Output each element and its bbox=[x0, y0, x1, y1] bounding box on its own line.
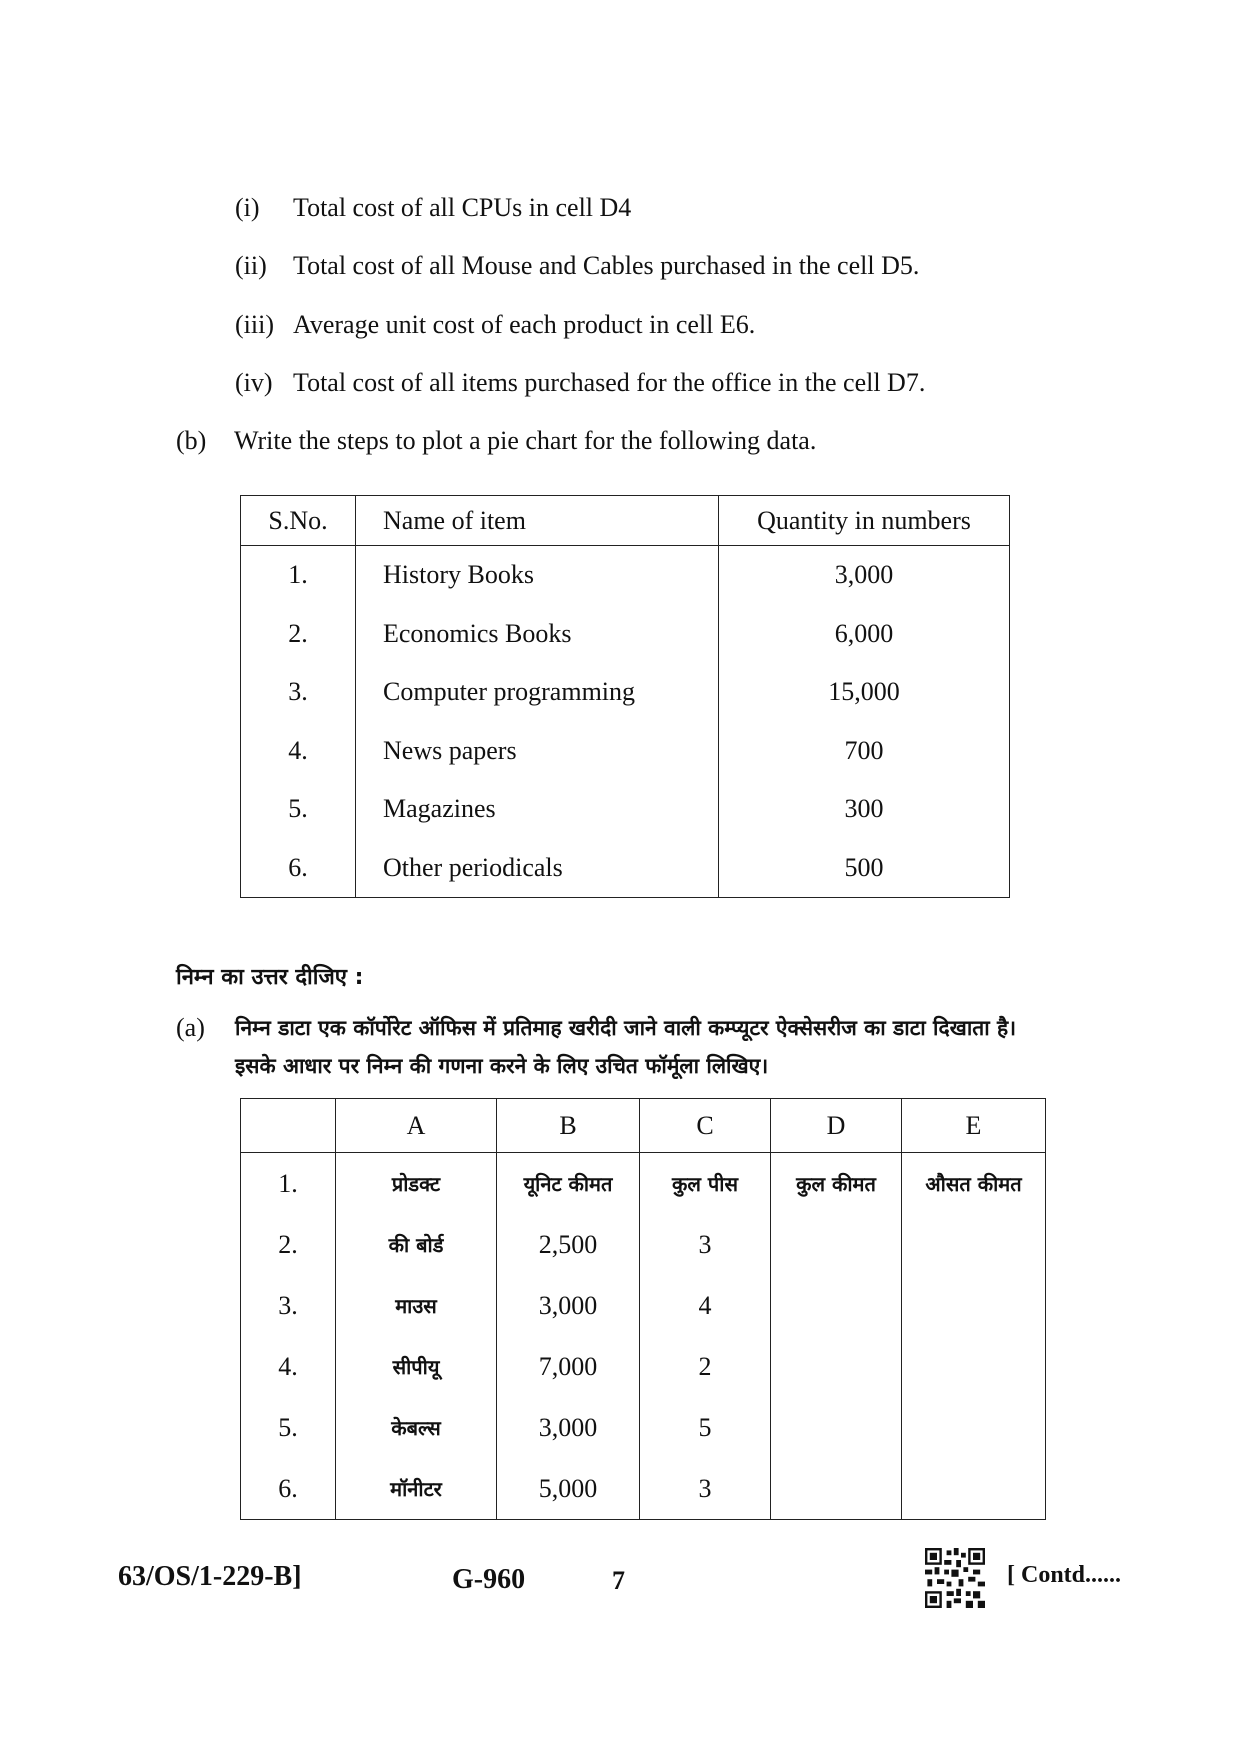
cell-e bbox=[902, 1214, 1046, 1275]
cell-name: Computer programming bbox=[356, 663, 719, 722]
part-b-label: (b) bbox=[176, 426, 207, 455]
cell-sno: 3. bbox=[241, 663, 356, 722]
header-col-e: E bbox=[902, 1099, 1046, 1153]
cell-b: यूनिट कीमत bbox=[497, 1153, 640, 1215]
table-header-row bbox=[241, 496, 1010, 546]
cell-quantity: 6,000 bbox=[719, 605, 1010, 664]
cell-quantity: 3,000 bbox=[719, 546, 1010, 605]
cell-a: माउस bbox=[336, 1275, 497, 1336]
cell-a: सीपीयू bbox=[336, 1336, 497, 1397]
hindi-heading: निम्न का उत्तर दीजिए : bbox=[176, 965, 364, 990]
cell-b: 5,000 bbox=[497, 1458, 640, 1520]
header-rownum bbox=[241, 1099, 336, 1153]
item-iv bbox=[235, 368, 925, 398]
item-text: Average unit cost of each product in cell E6. bbox=[293, 310, 756, 339]
item-text: Total cost of all CPUs in cell D4 bbox=[293, 193, 632, 222]
cell-name: Magazines bbox=[356, 780, 719, 839]
cell-a: की बोर्ड bbox=[336, 1214, 497, 1275]
header-name: Name of item bbox=[356, 496, 719, 546]
cell-a: प्रोडक्ट bbox=[336, 1153, 497, 1215]
cell-rownum: 1. bbox=[241, 1153, 336, 1215]
item-ii bbox=[235, 251, 919, 281]
table-row bbox=[241, 780, 1010, 839]
items-quantity-table bbox=[240, 495, 1010, 898]
cell-e bbox=[902, 1458, 1046, 1520]
item-text: Total cost of all items purchased for the office in the cell D7. bbox=[293, 368, 926, 397]
hindi-part-a-line2: इसके आधार पर निम्न की गणना करने के लिए उचित फॉर्मूला लिखिए। bbox=[235, 1054, 769, 1078]
cell-d bbox=[771, 1458, 902, 1520]
cell-d bbox=[771, 1214, 902, 1275]
header-sno: S.No. bbox=[241, 496, 356, 546]
cell-name: News papers bbox=[356, 722, 719, 781]
cell-d bbox=[771, 1275, 902, 1336]
table-row bbox=[241, 839, 1010, 898]
cell-c: 5 bbox=[640, 1397, 771, 1458]
cell-rownum: 5. bbox=[241, 1397, 336, 1458]
part-b-text: Write the steps to plot a pie chart for the following data. bbox=[234, 426, 817, 455]
accessories-spreadsheet-table bbox=[240, 1098, 1046, 1520]
header-quantity: Quantity in numbers bbox=[719, 496, 1010, 546]
hindi-part-a-label: (a) bbox=[176, 1013, 205, 1042]
table-row bbox=[241, 605, 1010, 664]
cell-c: 3 bbox=[640, 1214, 771, 1275]
cell-c: 3 bbox=[640, 1458, 771, 1520]
table-row bbox=[241, 1397, 1046, 1458]
table-row bbox=[241, 1275, 1046, 1336]
cell-sno: 1. bbox=[241, 546, 356, 605]
cell-d bbox=[771, 1336, 902, 1397]
item-number: (i) bbox=[235, 193, 260, 222]
item-iii bbox=[235, 310, 755, 340]
table-row bbox=[241, 1458, 1046, 1520]
cell-d bbox=[771, 1397, 902, 1458]
part-b bbox=[176, 426, 816, 456]
table-row bbox=[241, 722, 1010, 781]
cell-sno: 4. bbox=[241, 722, 356, 781]
cell-quantity: 15,000 bbox=[719, 663, 1010, 722]
cell-b: 7,000 bbox=[497, 1336, 640, 1397]
cell-c: कुल पीस bbox=[640, 1153, 771, 1215]
cell-e bbox=[902, 1397, 1046, 1458]
cell-rownum: 6. bbox=[241, 1458, 336, 1520]
cell-quantity: 700 bbox=[719, 722, 1010, 781]
cell-quantity: 300 bbox=[719, 780, 1010, 839]
series-code: G-960 bbox=[452, 1564, 526, 1595]
cell-rownum: 4. bbox=[241, 1336, 336, 1397]
cell-name: History Books bbox=[356, 546, 719, 605]
table-row bbox=[241, 663, 1010, 722]
cell-a: केबल्स bbox=[336, 1397, 497, 1458]
page-number: 7 bbox=[612, 1566, 625, 1595]
item-i bbox=[235, 193, 631, 223]
item-number: (ii) bbox=[235, 251, 267, 280]
cell-sno: 6. bbox=[241, 839, 356, 898]
item-number: (iii) bbox=[235, 310, 274, 339]
table-row bbox=[241, 1153, 1046, 1215]
cell-quantity: 500 bbox=[719, 839, 1010, 898]
paper-code: 63/OS/1-229-B] bbox=[118, 1561, 302, 1592]
cell-b: 2,500 bbox=[497, 1214, 640, 1275]
table-row bbox=[241, 546, 1010, 605]
hindi-part-a-line1: निम्न डाटा एक कॉर्पोरेट ऑफिस में प्रतिमाह खरीदी जाने वाली कम्प्यूटर ऐक्सेसरीज का डाटा दिखाता है। bbox=[235, 1016, 1017, 1040]
cell-e bbox=[902, 1336, 1046, 1397]
cell-name: Economics Books bbox=[356, 605, 719, 664]
cell-sno: 5. bbox=[241, 780, 356, 839]
cell-b: 3,000 bbox=[497, 1275, 640, 1336]
cell-rownum: 2. bbox=[241, 1214, 336, 1275]
cell-d: कुल कीमत bbox=[771, 1153, 902, 1215]
header-col-b: B bbox=[497, 1099, 640, 1153]
header-col-d: D bbox=[771, 1099, 902, 1153]
qr-code-icon bbox=[925, 1548, 985, 1608]
cell-e: औसत कीमत bbox=[902, 1153, 1046, 1215]
continued-label: [ Contd...... bbox=[1007, 1562, 1122, 1588]
table-row bbox=[241, 1336, 1046, 1397]
cell-rownum: 3. bbox=[241, 1275, 336, 1336]
item-text: Total cost of all Mouse and Cables purchased in the cell D5. bbox=[293, 251, 920, 280]
cell-c: 2 bbox=[640, 1336, 771, 1397]
header-col-c: C bbox=[640, 1099, 771, 1153]
table-row bbox=[241, 1214, 1046, 1275]
cell-b: 3,000 bbox=[497, 1397, 640, 1458]
table-header-row bbox=[241, 1099, 1046, 1153]
cell-sno: 2. bbox=[241, 605, 356, 664]
item-number: (iv) bbox=[235, 368, 273, 397]
cell-a: मॉनीटर bbox=[336, 1458, 497, 1520]
header-col-a: A bbox=[336, 1099, 497, 1153]
cell-e bbox=[902, 1275, 1046, 1336]
cell-c: 4 bbox=[640, 1275, 771, 1336]
cell-name: Other periodicals bbox=[356, 839, 719, 898]
